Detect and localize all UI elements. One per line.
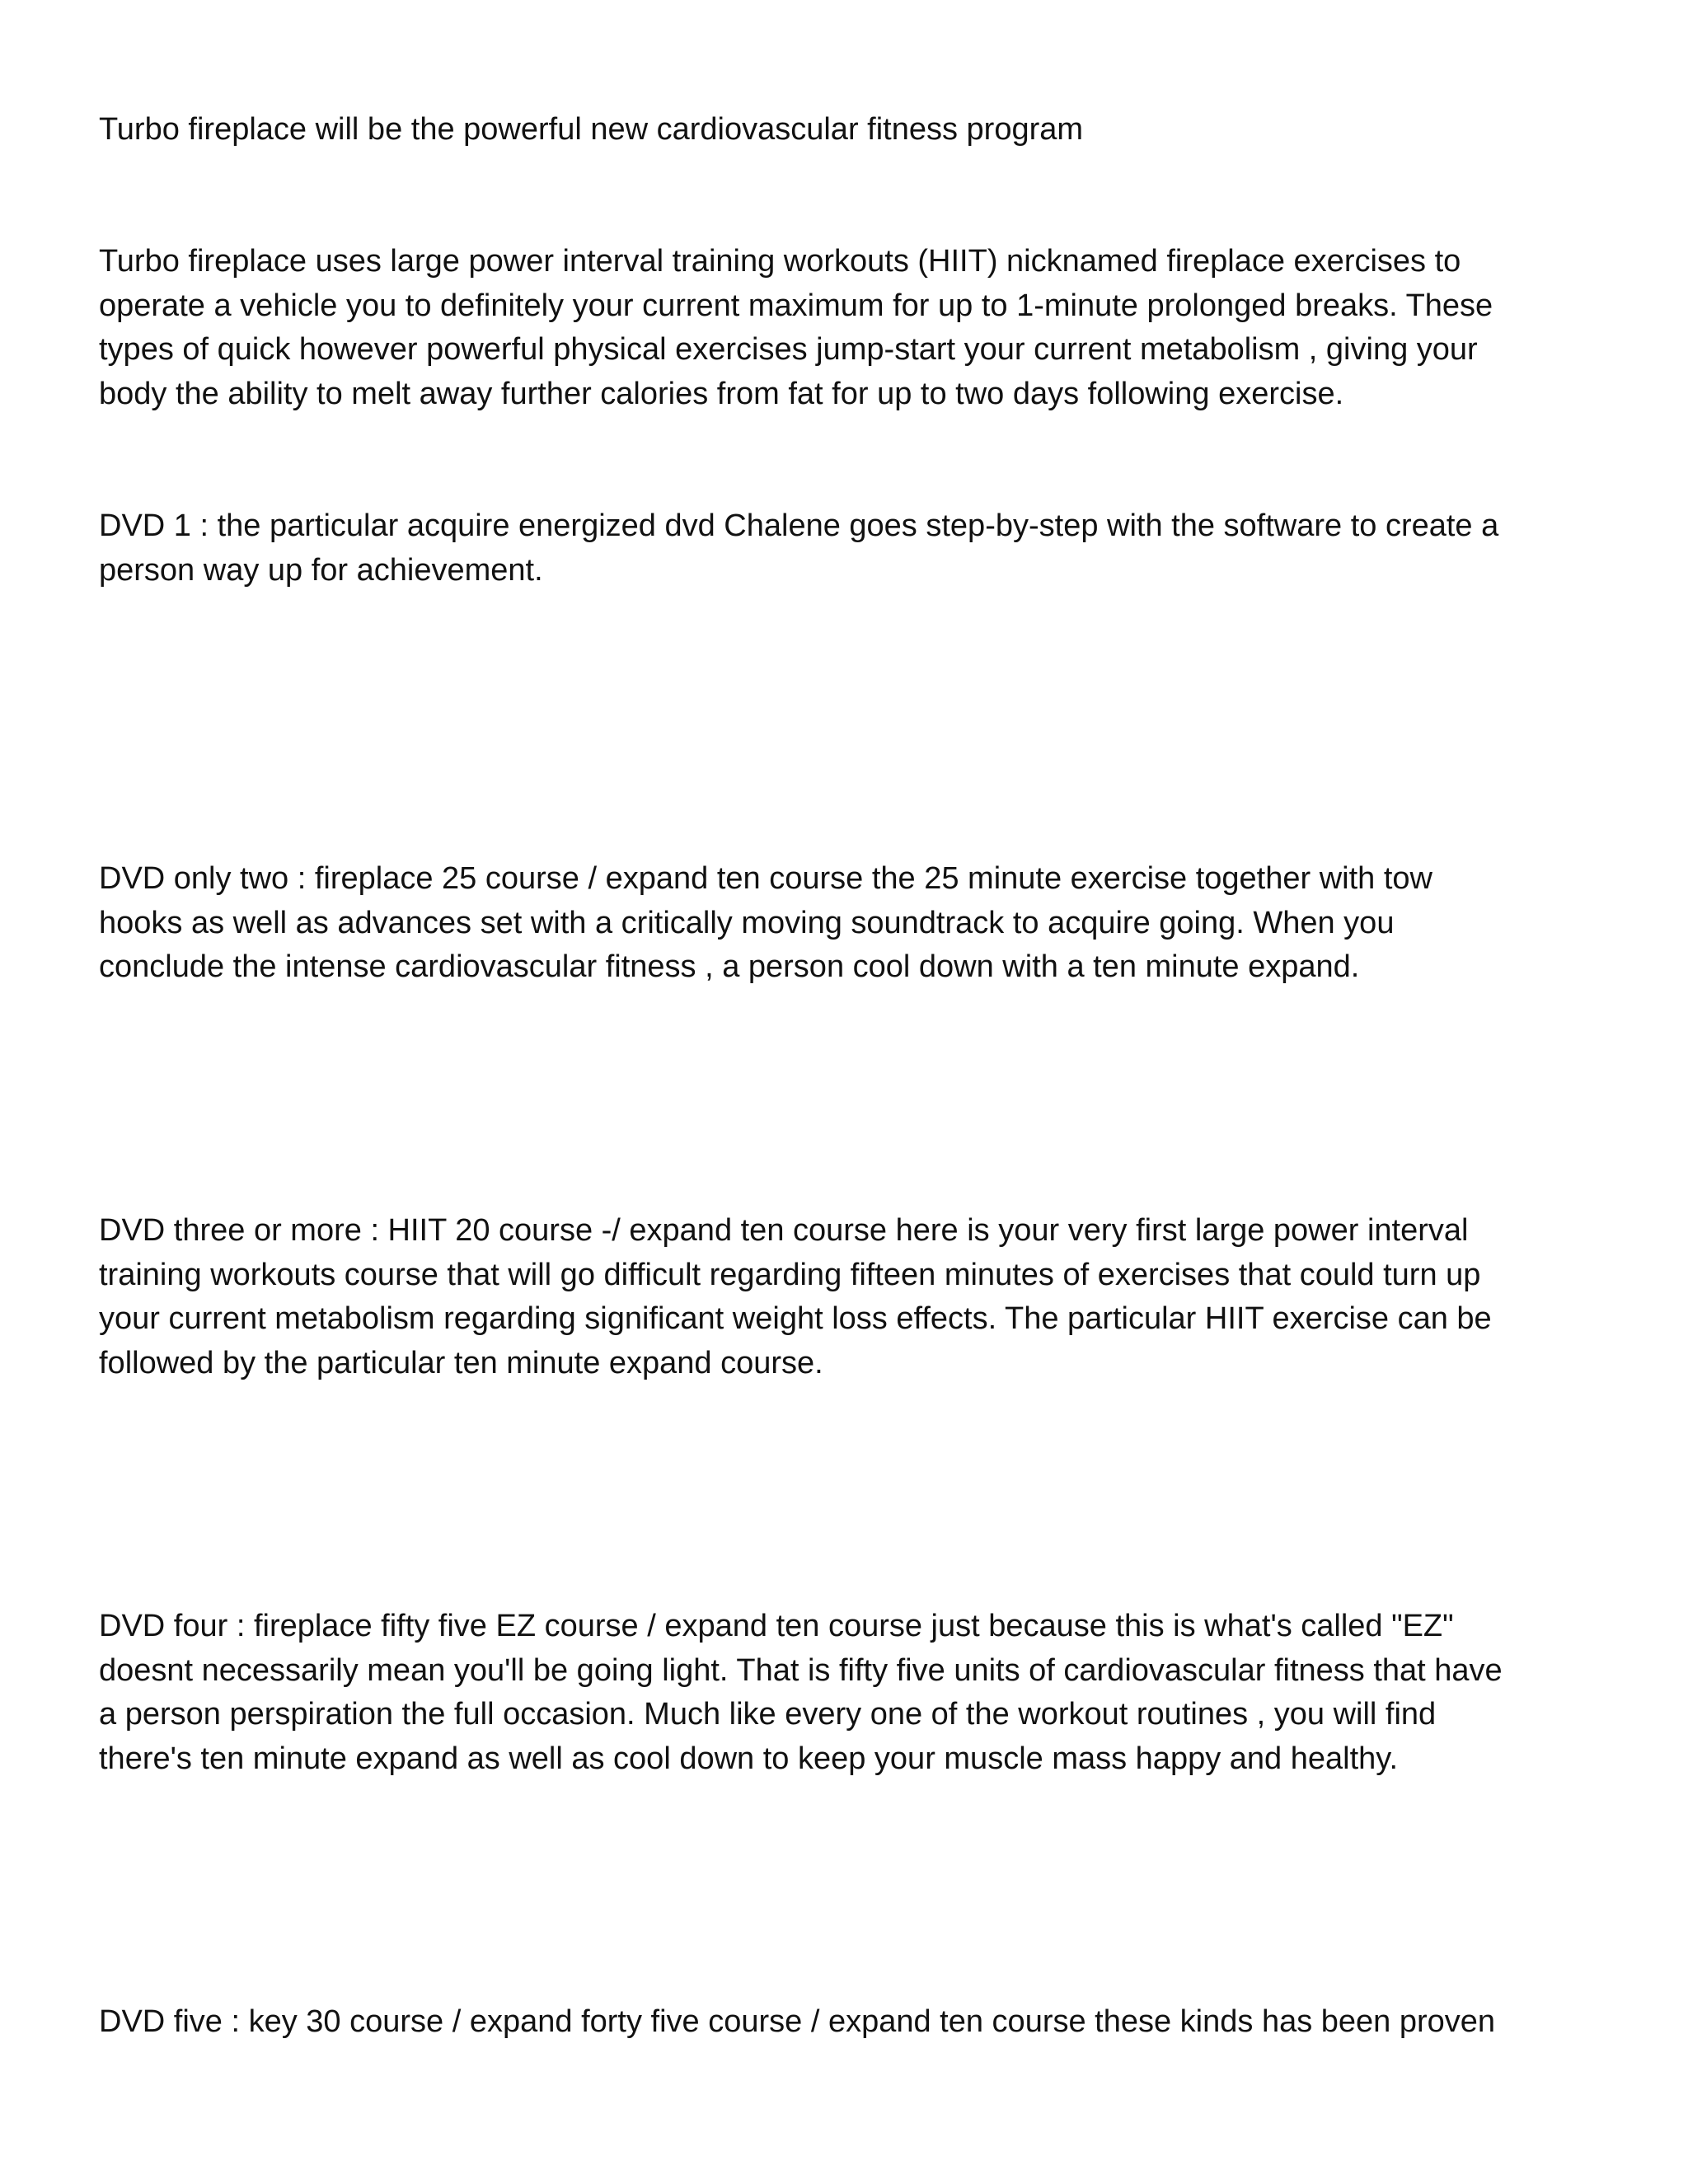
paragraph-dvd-4	[99, 1605, 1599, 1781]
text-line: doesnt necessarily mean you'll be going light. That is fifty five units of cardiovascular fitness that have	[99, 1652, 1503, 1688]
text-line: DVD only two : fireplace 25 course / expand ten course the 25 minute exercise together with tow	[99, 861, 1432, 896]
text-line: Turbo fireplace will be the powerful new cardiovascular fitness program	[99, 112, 1084, 147]
paragraph-dvd-2	[99, 857, 1599, 990]
text-line: followed by the particular ten minute expand course.	[99, 1345, 823, 1380]
text-line: training workouts course that will go difficult regarding fifteen minutes of exercises that could turn up	[99, 1257, 1481, 1292]
text-line: DVD five : key 30 course / expand forty five course / expand ten course these kinds has been proven	[99, 2004, 1496, 2039]
text-line: your current metabolism regarding significant weight loss effects. The particular HIIT exercise can be	[99, 1301, 1492, 1336]
text-line: person way up for achievement.	[99, 552, 543, 588]
text-line: types of quick however powerful physical exercises jump-start your current metabolism , giving your	[99, 332, 1478, 367]
paragraph-intro	[99, 240, 1599, 416]
paragraph-title	[99, 108, 1599, 152]
text-line: Turbo fireplace uses large power interval training workouts (HIIT) nicknamed fireplace exercises to	[99, 244, 1461, 279]
text-line: DVD 1 : the particular acquire energized dvd Chalene goes step-by-step with the software to create a	[99, 509, 1499, 543]
text-line: hooks as well as advances set with a critically moving soundtrack to acquire going. When you	[99, 905, 1395, 940]
text-line: DVD four : fireplace fifty five EZ course / expand ten course just because this is what's called "EZ"	[99, 1609, 1454, 1643]
text-line: conclude the intense cardiovascular fitness , a person cool down with a ten minute expand.	[99, 949, 1360, 984]
text-line: body the ability to melt away further calories from fat for up to two days following exercise.	[99, 376, 1344, 411]
text-line: there's ten minute expand as well as cool down to keep your muscle mass happy and healthy.	[99, 1741, 1398, 1776]
text-line: a person perspiration the full occasion. Much like every one of the workout routines , you will find	[99, 1697, 1437, 1732]
paragraph-dvd-3	[99, 1209, 1599, 1385]
paragraph-dvd-1	[99, 504, 1599, 593]
text-line: DVD three or more : HIIT 20 course -/ expand ten course here is your very first large power interval	[99, 1213, 1469, 1248]
text-line: operate a vehicle you to definitely your current maximum for up to 1-minute prolonged breaks. These	[99, 288, 1493, 323]
paragraph-dvd-5	[99, 2000, 1599, 2045]
